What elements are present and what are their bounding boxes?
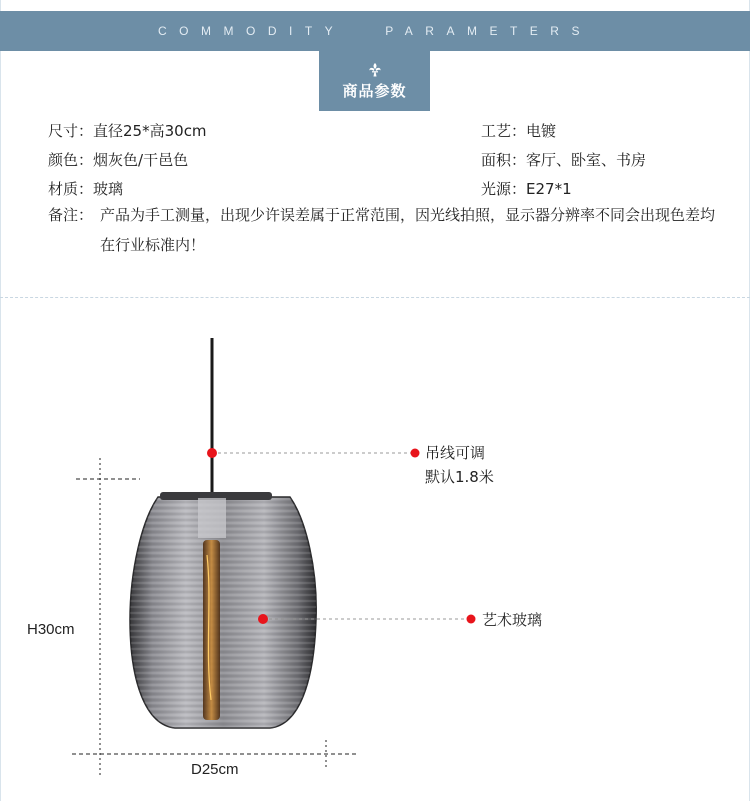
param-area-label: 面积： — [481, 151, 527, 169]
callout-cord-line1: 吊线可调 — [425, 444, 486, 462]
height-label: H30cm — [27, 621, 75, 638]
param-craft-value: 电镀 — [526, 122, 557, 140]
param-material-value: 玻璃 — [93, 180, 124, 198]
callout-cord-line2: 默认1.8米 — [425, 468, 494, 486]
param-size-label: 尺寸： — [48, 122, 94, 140]
callout-cord — [425, 441, 494, 489]
glass-shade — [120, 492, 330, 735]
param-note-value: 产品为手工测量，出现少许误差属于正常范围，因光线拍照，显示器分辨率不同会出现色差均在行业标准内！ — [100, 206, 716, 254]
param-note-label: 备注： — [48, 206, 94, 224]
param-size-value: 直径25*高30cm — [93, 122, 207, 140]
diameter-label: D25cm — [191, 761, 239, 778]
banner-left-text: COMMODITY — [158, 24, 346, 38]
param-color-label: 颜色： — [48, 151, 94, 169]
cord-marker — [207, 448, 217, 458]
param-material-label: 材质： — [48, 180, 94, 198]
callout-glass: 艺术玻璃 — [482, 611, 543, 629]
param-light-value: E27*1 — [526, 180, 572, 198]
param-color-value: 烟灰色/干邑色 — [93, 151, 189, 169]
param-area-value: 客厅、卧室、书房 — [526, 151, 647, 169]
glass-marker — [258, 614, 268, 624]
param-light-label: 光源： — [481, 180, 527, 198]
glass-callout-dot — [467, 615, 476, 624]
param-craft-label: 工艺： — [481, 122, 527, 140]
banner-right-text: PARAMETERS — [385, 24, 592, 38]
cord-callout-dot — [411, 449, 420, 458]
badge-title: 商品参数 — [342, 81, 407, 100]
